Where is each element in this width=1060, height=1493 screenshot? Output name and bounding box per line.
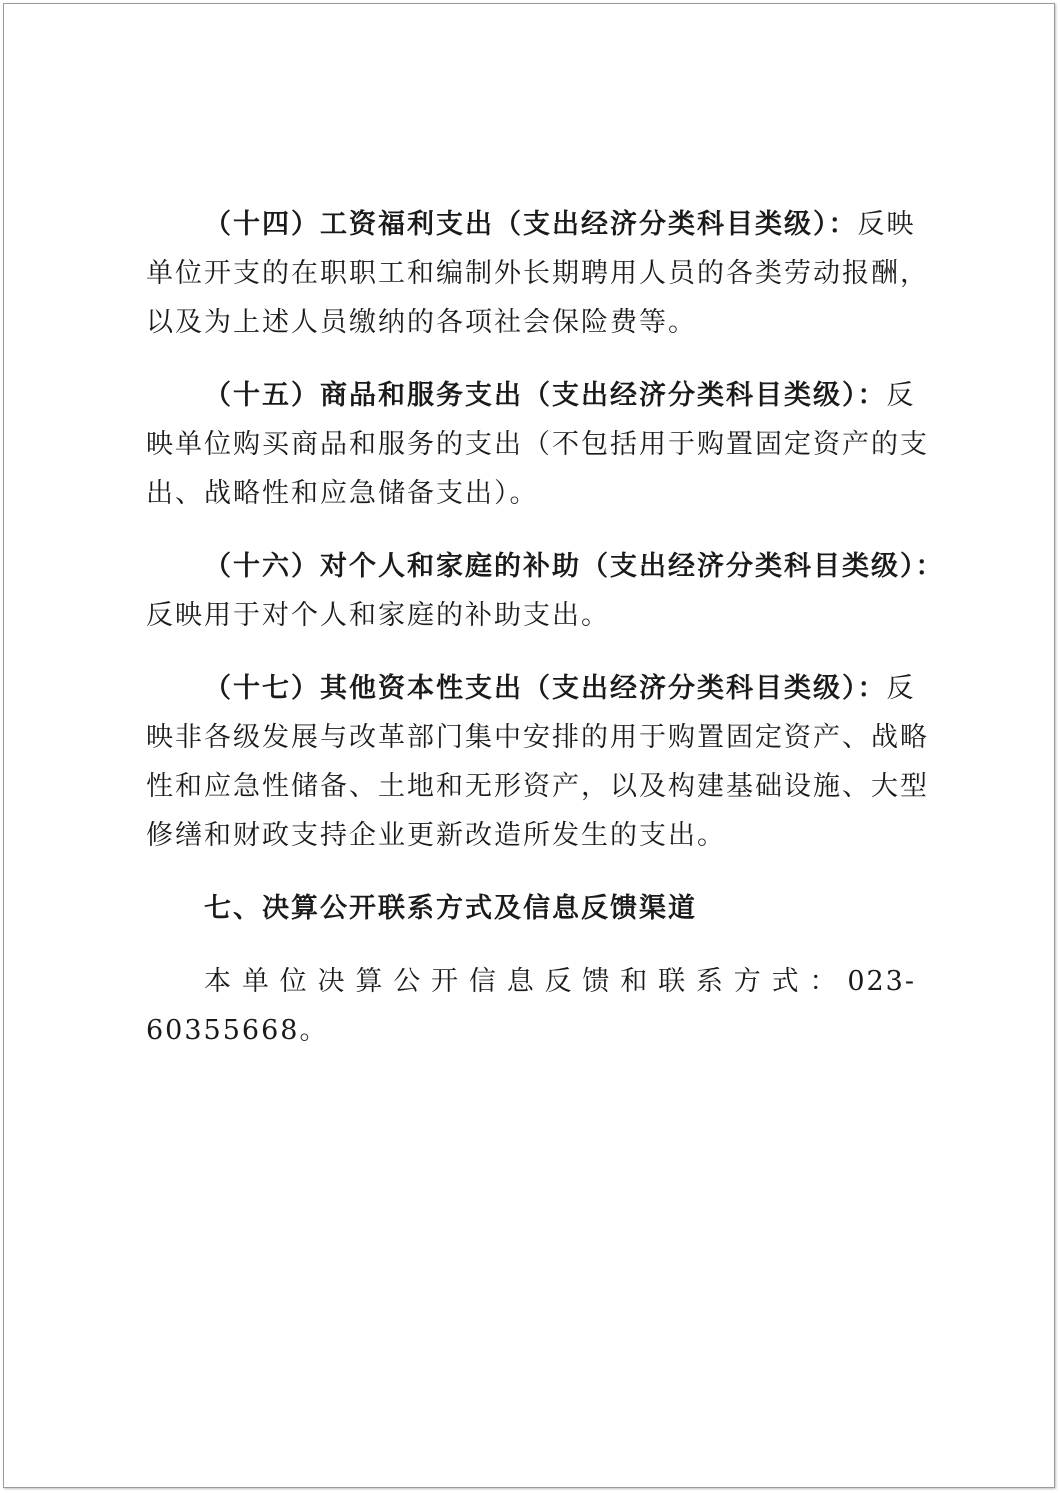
section-17-line-1: （十七）其他资本性支出（支出经济分类科目类级）：反 [204, 673, 916, 704]
section-15-line-2: 映单位购买商品和服务的支出（不包括用于购置固定资产的支 [146, 429, 929, 460]
section-14 [146, 200, 929, 347]
section-15-line-3: 出、战略性和应急储备支出）。 [146, 478, 539, 509]
section-heading-contact: 七、决算公开联系方式及信息反馈渠道 [204, 893, 697, 924]
section-14-line-3: 以及为上述人员缴纳的各项社会保险费等。 [146, 307, 697, 338]
contact-text: 本单位决算公开信息反馈和联系方式： [204, 966, 848, 997]
section-14-lead: （十四）工资福利支出（支出经济分类科目类级）： [204, 209, 858, 240]
section-16-lead: （十六）对个人和家庭的补助（支出经济分类科目类级）： [204, 551, 945, 582]
section-15-lead: （十五）商品和服务支出（支出经济分类科目类级）： [204, 380, 887, 411]
document-body [146, 200, 945, 1079]
contact-end: 。 [299, 1015, 329, 1046]
section-16 [146, 542, 945, 640]
section-15 [146, 371, 929, 518]
document-page [3, 3, 1055, 1488]
section-16-line-2: 反映用于对个人和家庭的补助支出。 [146, 600, 610, 631]
section-16-line-1 [146, 542, 945, 591]
section-17-line-4: 修缮和财政支持企业更新改造所发生的支出。 [146, 820, 726, 851]
section-14-line-2: 单位开支的在职职工和编制外长期聘用人员的各类劳动报酬， [146, 258, 929, 289]
section-15-line-1: （十五）商品和服务支出（支出经济分类科目类级）：反 [204, 380, 916, 411]
contact-phone: 023-60355668 [146, 966, 916, 1046]
section-17-line-3: 性和应急性储备、土地和无形资产，以及构建基础设施、大型 [146, 771, 929, 802]
contact-paragraph [146, 957, 916, 1055]
section-17 [146, 664, 929, 860]
section-14-line-1: （十四）工资福利支出（支出经济分类科目类级）：反映 [204, 209, 916, 240]
section-17-lead: （十七）其他资本性支出（支出经济分类科目类级）： [204, 673, 887, 704]
section-17-line-2: 映非各级发展与改革部门集中安排的用于购置固定资产、战略 [146, 722, 929, 753]
